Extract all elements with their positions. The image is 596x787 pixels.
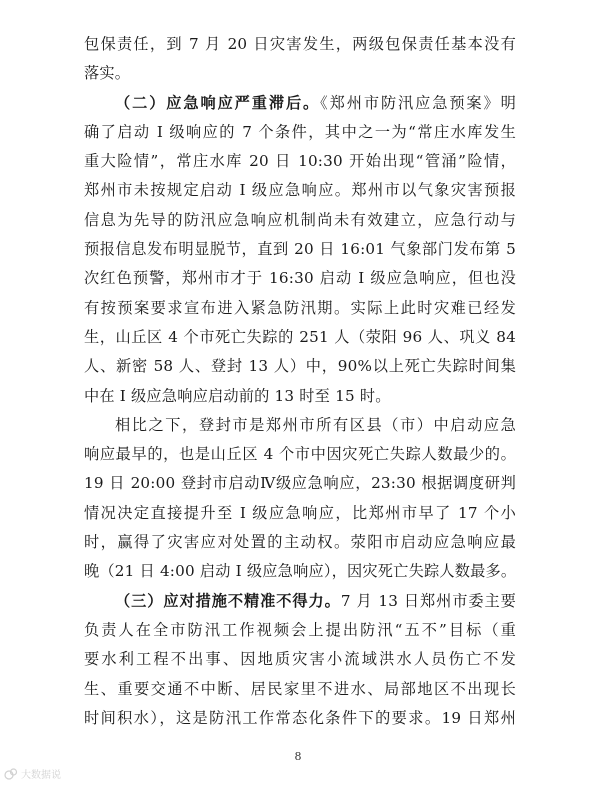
- section-3-first-line: [84, 587, 516, 616]
- section-2-text: 《郑州市防汛应急预案》明: [320, 93, 516, 112]
- paragraph-line: 相比之下，登封市是郑州市所有区县（市）中启动应急: [115, 415, 516, 434]
- page-number: 8: [294, 750, 302, 763]
- paragraph-line: 负责人在全市防汛工作视频会上提出防汛“五不”目标（重: [84, 620, 516, 639]
- paragraph-line: 中在 I 级应急响应启动前的 13 时至 15 时。: [84, 386, 391, 405]
- section-3-text: 7 月 13 日郑州市委主要: [340, 591, 516, 610]
- paragraph-line: 信息为先导的防汛应急响应机制尚未有效建立，应急行动与: [84, 210, 516, 229]
- paragraph-line: 预报信息发布明显脱节，直到 20 日 16:01 气象部门发布第 5: [84, 240, 516, 259]
- paragraph-line: 有按预案要求宣布进入紧急防汛期。实际上此时灾难已经发: [84, 298, 516, 317]
- paragraph-line: 落实。: [84, 64, 131, 83]
- paragraph-line: 时，赢得了灾害应对处置的主动权。荥阳市启动应急响应最: [84, 533, 516, 552]
- section-2-first-line: [84, 89, 516, 118]
- paragraph-line: 生、重要交通不中断、居民家里不进水、局部地区不出现长: [84, 679, 516, 698]
- watermark: [4, 766, 61, 781]
- watermark-logo-icon: [4, 767, 18, 781]
- paragraph-line: 确了启动 I 级响应的 7 个条件，其中之一为“常庄水库发生: [84, 122, 516, 141]
- paragraph-line: 时间积水），这是防汛工作常态化条件下的要求。19 日郑州: [84, 708, 516, 727]
- section-3-heading: （三）应对措施不精准不得力。: [115, 591, 341, 610]
- paragraph-line: 19 日 20:00 登封市启动Ⅳ级应急响应，23:30 根据调度研判: [84, 474, 516, 493]
- paragraph-line: 生，山丘区 4 个市死亡失踪的 251 人（荥阳 96 人、巩义 84: [84, 327, 516, 346]
- paragraph-line: 郑州市未按规定启动 I 级应急响应。郑州市以气象灾害预报: [84, 181, 516, 200]
- watermark-text: 大数据说: [21, 770, 61, 781]
- paragraph-line: 晚（21 日 4:00 启动 I 级应急响应），因灾死亡失踪人数最多。: [84, 562, 517, 581]
- paragraph-line: 次红色预警，郑州市才于 16:30 启动 I 级应急响应，但也没: [84, 269, 516, 288]
- paragraph-line: 情况决定直接提升至 I 级应急响应，比郑州市早了 17 个小: [84, 503, 516, 522]
- section-2-heading: （二）应急响应严重滞后。: [115, 93, 321, 112]
- paragraph-line: 包保责任，到 7 月 20 日灾害发生，两级包保责任基本没有: [84, 35, 516, 53]
- paragraph-line: 人、新密 58 人、登封 13 人）中，90%以上死亡失踪时间集: [84, 357, 516, 376]
- paragraph-line: 要水利工程不出事、因地质灾害小流域洪水人员伤亡不发: [84, 650, 516, 669]
- paragraph-line: 响应最早的，也是山丘区 4 个市中因灾死亡失踪人数最少的。: [84, 445, 516, 464]
- paragraph-line: 重大险情”，常庄水库 20 日 10:30 开始出现“管涌”险情，: [84, 152, 516, 171]
- document-body: [84, 30, 516, 733]
